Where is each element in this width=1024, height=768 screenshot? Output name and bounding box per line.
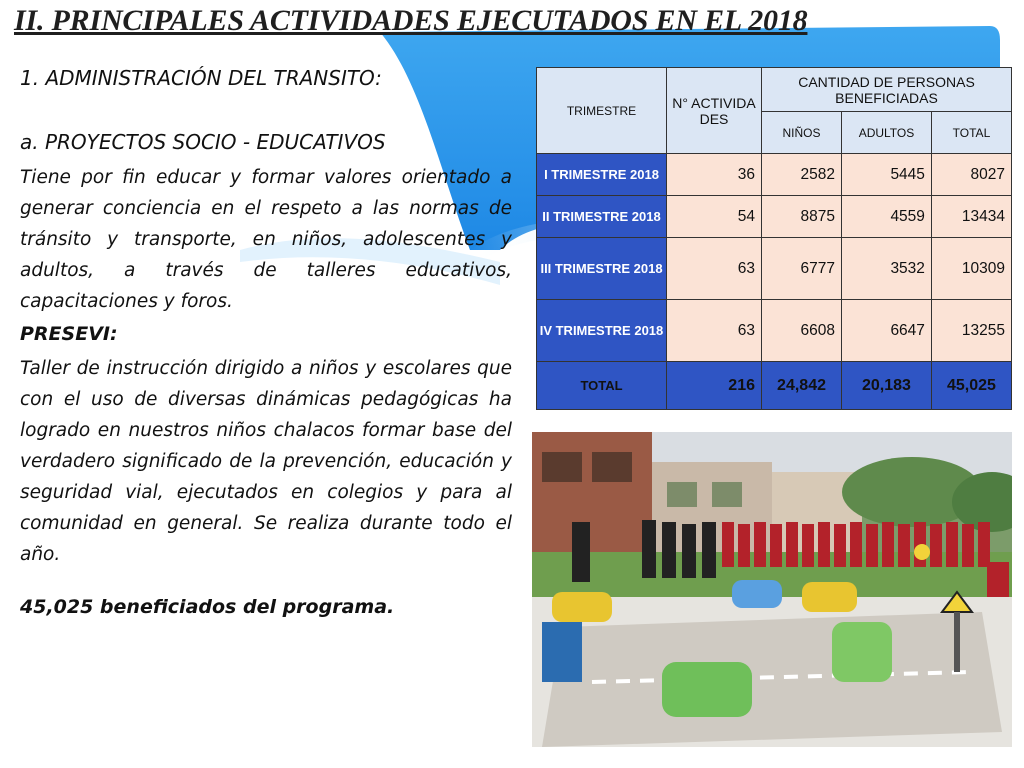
program-label: PRESEVI: [20, 323, 118, 345]
header-cantidad: CANTIDAD DE PERSONAS BENEFICIADAS [762, 68, 1012, 112]
table-row [537, 196, 1012, 238]
table-total-row [537, 362, 1012, 410]
section-heading: 1. ADMINISTRACIÓN DEL TRANSITO: [20, 66, 382, 90]
header-total: TOTAL [931, 112, 1011, 154]
beneficiaries-table [536, 67, 1012, 410]
row-adultos: 5445 [842, 154, 932, 196]
row-actividades: 63 [667, 238, 762, 300]
header-trimestre: TRIMESTRE [537, 68, 667, 154]
row-total: 13255 [931, 300, 1011, 362]
row-trimestre: II TRIMESTRE 2018 [537, 196, 667, 238]
table-row [537, 238, 1012, 300]
row-actividades: 36 [667, 154, 762, 196]
row-total: 13434 [931, 196, 1011, 238]
slide-title: II. PRINCIPALES ACTIVIDADES EJECUTADOS EN EL 2018 [14, 4, 808, 37]
row-total: 8027 [931, 154, 1011, 196]
description-paragraph: Tiene por fin educar y formar valores orientado a generar conciencia en el respeto a las normas de tránsito y transporte, en niños, adolescentes y adultos, a través de talleres educativos, capacitaciones y foros. [20, 167, 512, 312]
total-ninos: 24,842 [762, 362, 842, 410]
row-trimestre: IV TRIMESTRE 2018 [537, 300, 667, 362]
beneficiaries-summary: 45,025 beneficiados del programa. [20, 596, 395, 618]
row-trimestre: I TRIMESTRE 2018 [537, 154, 667, 196]
row-ninos: 2582 [762, 154, 842, 196]
row-total: 10309 [931, 238, 1011, 300]
row-actividades: 54 [667, 196, 762, 238]
row-adultos: 6647 [842, 300, 932, 362]
program-description: Taller de instrucción dirigido a niños y escolares que con el uso de diversas dinámicas pedagógicas ha logrado en nuestros niños chalacos formar base del verdadero significado de la prevención, educación y seguridad vial, ejecutados en colegios y para al comunidad en general. Se realiza durante todo el año. [20, 358, 512, 565]
header-adultos: ADULTOS [842, 112, 932, 154]
workshop-photo [532, 432, 1012, 747]
total-label: TOTAL [537, 362, 667, 410]
row-adultos: 3532 [842, 238, 932, 300]
total-total: 45,025 [931, 362, 1011, 410]
subsection-heading: a. PROYECTOS SOCIO - EDUCATIVOS [20, 130, 386, 154]
row-ninos: 8875 [762, 196, 842, 238]
header-ninos: NIÑOS [762, 112, 842, 154]
total-actividades: 216 [667, 362, 762, 410]
table-row [537, 300, 1012, 362]
table-header-row [537, 68, 1012, 112]
row-trimestre: III TRIMESTRE 2018 [537, 238, 667, 300]
row-ninos: 6777 [762, 238, 842, 300]
left-text-column [20, 66, 512, 618]
table-row [537, 154, 1012, 196]
header-actividades: N° ACTIVIDA DES [667, 68, 762, 154]
row-ninos: 6608 [762, 300, 842, 362]
total-adultos: 20,183 [842, 362, 932, 410]
row-actividades: 63 [667, 300, 762, 362]
row-adultos: 4559 [842, 196, 932, 238]
